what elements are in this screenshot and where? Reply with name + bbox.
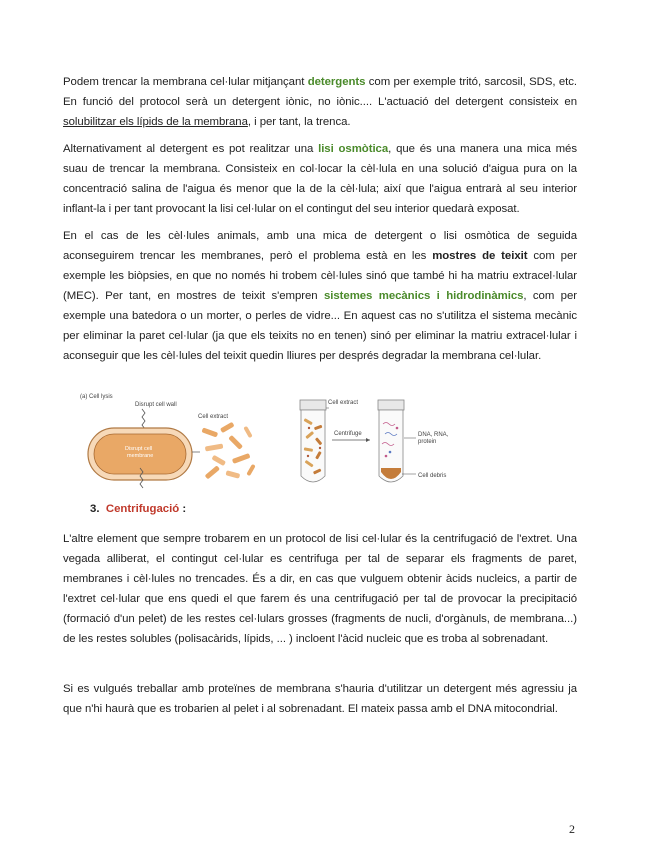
text-span: Alternativament al detergent es pot realitzar una (63, 143, 319, 155)
label-disrupt-wall: Disrupt cell wall (135, 402, 177, 408)
section-title: Centrifugació (105, 503, 180, 515)
text-span: En el cas de les cèl·lules animals, amb una mica de detergent o lisi osmòtica de seguida aconseguirem trencar les membranes, però el problema està en les (63, 230, 577, 262)
section-number: 3. (90, 503, 100, 515)
text-span: com per exemple les biòpsies, en que no només hi trobem cèl·lules sinó que també hi ha matriu extracel·lular (MEC). Per tant, en mostres de teixit s'empren (63, 250, 577, 302)
wall-zigzag-arrow (142, 409, 145, 429)
arrow-head-icon (366, 438, 370, 442)
text-span: , com per exemple una batedora o un morter, o perles de vidre... En aquest cas no s'utilitza el sistema mecànic per eliminar la paret cel·lular (ja que els teixits no en tenen) sinó per eliminar la matriu extracel·lular i aconseguir que les cèl·lules del teixit quedin lliures per després degradar la membrana cel·lular. (63, 290, 577, 362)
paragraph-osmotic-lysis (63, 139, 577, 219)
text-span: , que és una manera una mica més suau de trencar la membrana. Consisteix en col·locar la cèl·lula en una solució d'aigua pura on la concentració salina de l'aigua és menor que la de la cèl·lula; així que l'aigua entrarà al seu interior inflant-la i per tant provocant la lisi cel·lular on el contingut del seu interior quedarà exposat. (63, 143, 577, 215)
text-span: Podem trencar la membrana cel·lular mitjançant (63, 76, 308, 88)
text-span: com per exemple tritó, sarcosil, SDS, etc. En funció del protocol serà un detergent iònic, no iònic.... L'actuació del detergent consisteix en (63, 76, 577, 108)
highlight-mechanical-systems: sistemes mecànics i hidrodinàmics (323, 290, 524, 302)
tube1-cap (300, 400, 326, 410)
cell-lysis-figure (80, 390, 580, 495)
paragraph-detergents (63, 72, 577, 132)
page-number: 2 (569, 822, 575, 836)
paragraph-tissue (63, 226, 577, 366)
highlight-osmotic-lysis: lisi osmòtica (318, 143, 389, 155)
underlined-phrase: solubilitzar els lípids de la membrana (63, 116, 248, 128)
paragraph-membrane-proteins: Si es vulgués treballar amb proteïnes de membrana s'hauria d'utilitzar un detergent més agressiu ja que n'hi haurà que es trobarien al pelet i al sobrenadant. El mateix passa amb el DNA mitocondrial. (63, 683, 577, 715)
highlight-detergents: detergents (307, 76, 366, 88)
section-colon: : (179, 503, 187, 515)
label-supernatant-2: protein (418, 439, 437, 445)
label-cell-extract-tube: Cell extract (328, 400, 359, 406)
label-cell-debris: Cell debris (418, 473, 447, 479)
text-span: , i per tant, la trenca. (247, 116, 351, 128)
paragraph-centrifugation: L'altre element que sempre trobarem en un protocol de lisi cel·lular és la centrifugació de l'extret. Una vegada alliberat, el contingut cel·lular es centrifuga per tal de separar els fragments de paret, membranes i cèl·lules no trencades. És a dir, en cas que vulguem obtenir àcids nucleics, a partir de l'extret cel·lular que ens quedi el que farem és una centrifugació per tal de provocar la precipitació (formació d'un pelet) de les restes cel·lulars grosses (fragments de nucli, d'orgànuls, de membrana...) de les restes solubles (polisacàrids, lípids, ... ) incloent l'àcid nucleic que es troba al sobrenadant. (63, 533, 577, 645)
label-supernatant-1: DNA, RNA, (418, 432, 449, 438)
label-disrupt-membrane-2: membrane (127, 453, 154, 459)
figure-panel-label: (a) Cell lysis (80, 394, 113, 400)
label-disrupt-membrane-1: Disrupt cell (125, 446, 153, 452)
label-centrifuge: Centrifuge (334, 431, 362, 437)
cell-fragments (201, 422, 255, 480)
bold-tissue-samples: mostres de teixit (432, 250, 528, 262)
label-cell-extract-left: Cell extract (198, 414, 229, 420)
tube2-cap (378, 400, 404, 410)
section-heading (90, 503, 186, 515)
